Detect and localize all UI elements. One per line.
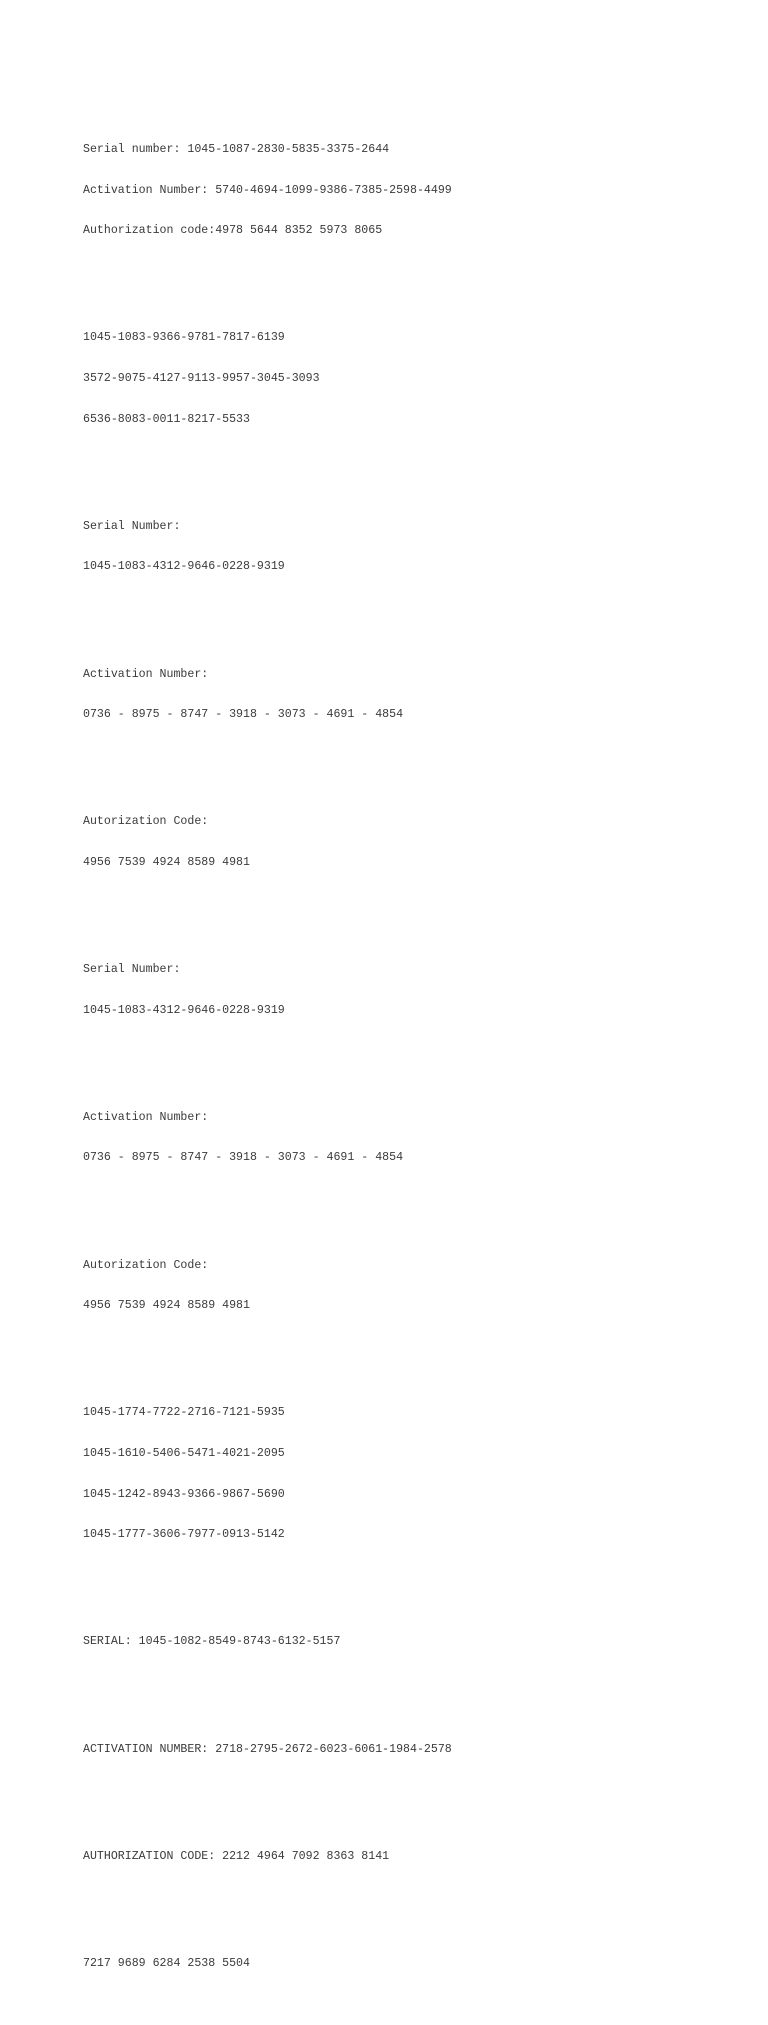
activation-number-value: 0736 - 8975 - 8747 - 3918 - 3073 - 4691 - 4854 xyxy=(83,1151,404,1165)
code-line: 1045-1774-7722-2716-7121-5935 xyxy=(83,1406,285,1420)
code-line: 1045-1242-8943-9366-9867-5690 xyxy=(83,1487,285,1501)
text-block xyxy=(83,1824,743,1891)
serial-line: SERIAL: 1045-1082-8549-8743-6132-5157 xyxy=(83,1635,341,1649)
activation-number-heading: Activation Number: xyxy=(83,667,209,681)
serial-number-heading: Serial Number: xyxy=(83,519,181,533)
text-block xyxy=(83,1931,743,1998)
authorization-code-line: Authorization code:4978 5644 8352 5973 8065 xyxy=(83,224,383,238)
text-block xyxy=(83,642,743,749)
activation-number-line: Activation Number: 5740-4694-1099-9386-7385-2598-4499 xyxy=(83,183,452,197)
serial-number-line: Serial number: 1045-1087-2830-5835-3375-2644 xyxy=(83,143,390,156)
code-line: 6536-8083-0011-8217-5533 xyxy=(83,412,250,426)
authorization-code-heading: Autorization Code: xyxy=(83,1258,209,1272)
authorization-code-value: 4956 7539 4924 8589 4981 xyxy=(83,1299,250,1313)
text-block xyxy=(83,789,743,896)
code-line: 1045-1083-9366-9781-7817-6139 xyxy=(83,331,285,345)
code-line: 1045-1777-3606-7977-0913-5142 xyxy=(83,1528,285,1542)
activation-number-heading: Activation Number: xyxy=(83,1110,209,1124)
document-body xyxy=(83,91,743,2025)
authorization-code-value: 4956 7539 4924 8589 4981 xyxy=(83,855,250,869)
text-block xyxy=(83,1717,743,1784)
text-block xyxy=(83,494,743,601)
text-block xyxy=(83,1609,743,1676)
text-block xyxy=(83,1380,743,1568)
code-line: 3572-9075-4127-9113-9957-3045-3093 xyxy=(83,371,320,385)
activation-number-line: ACTIVATION NUMBER: 2718-2795-2672-6023-6061-1984-2578 xyxy=(83,1742,452,1756)
serial-number-value: 1045-1083-4312-9646-0228-9319 xyxy=(83,560,285,574)
code-line: 7217 9689 6284 2538 5504 xyxy=(83,1956,250,1970)
text-block xyxy=(83,117,743,265)
authorization-code-line: AUTHORIZATION CODE: 2212 4964 7092 8363 8141 xyxy=(83,1849,390,1863)
text-block xyxy=(83,1233,743,1340)
code-line: 1045-1610-5406-5471-4021-2095 xyxy=(83,1447,285,1461)
activation-number-value: 0736 - 8975 - 8747 - 3918 - 3073 - 4691 - 4854 xyxy=(83,708,404,722)
authorization-code-heading: Autorization Code: xyxy=(83,815,209,829)
text-block xyxy=(83,1085,743,1192)
serial-number-value: 1045-1083-4312-9646-0228-9319 xyxy=(83,1003,285,1017)
text-block xyxy=(83,937,743,1044)
text-block xyxy=(83,305,743,453)
serial-number-heading: Serial Number: xyxy=(83,963,181,977)
